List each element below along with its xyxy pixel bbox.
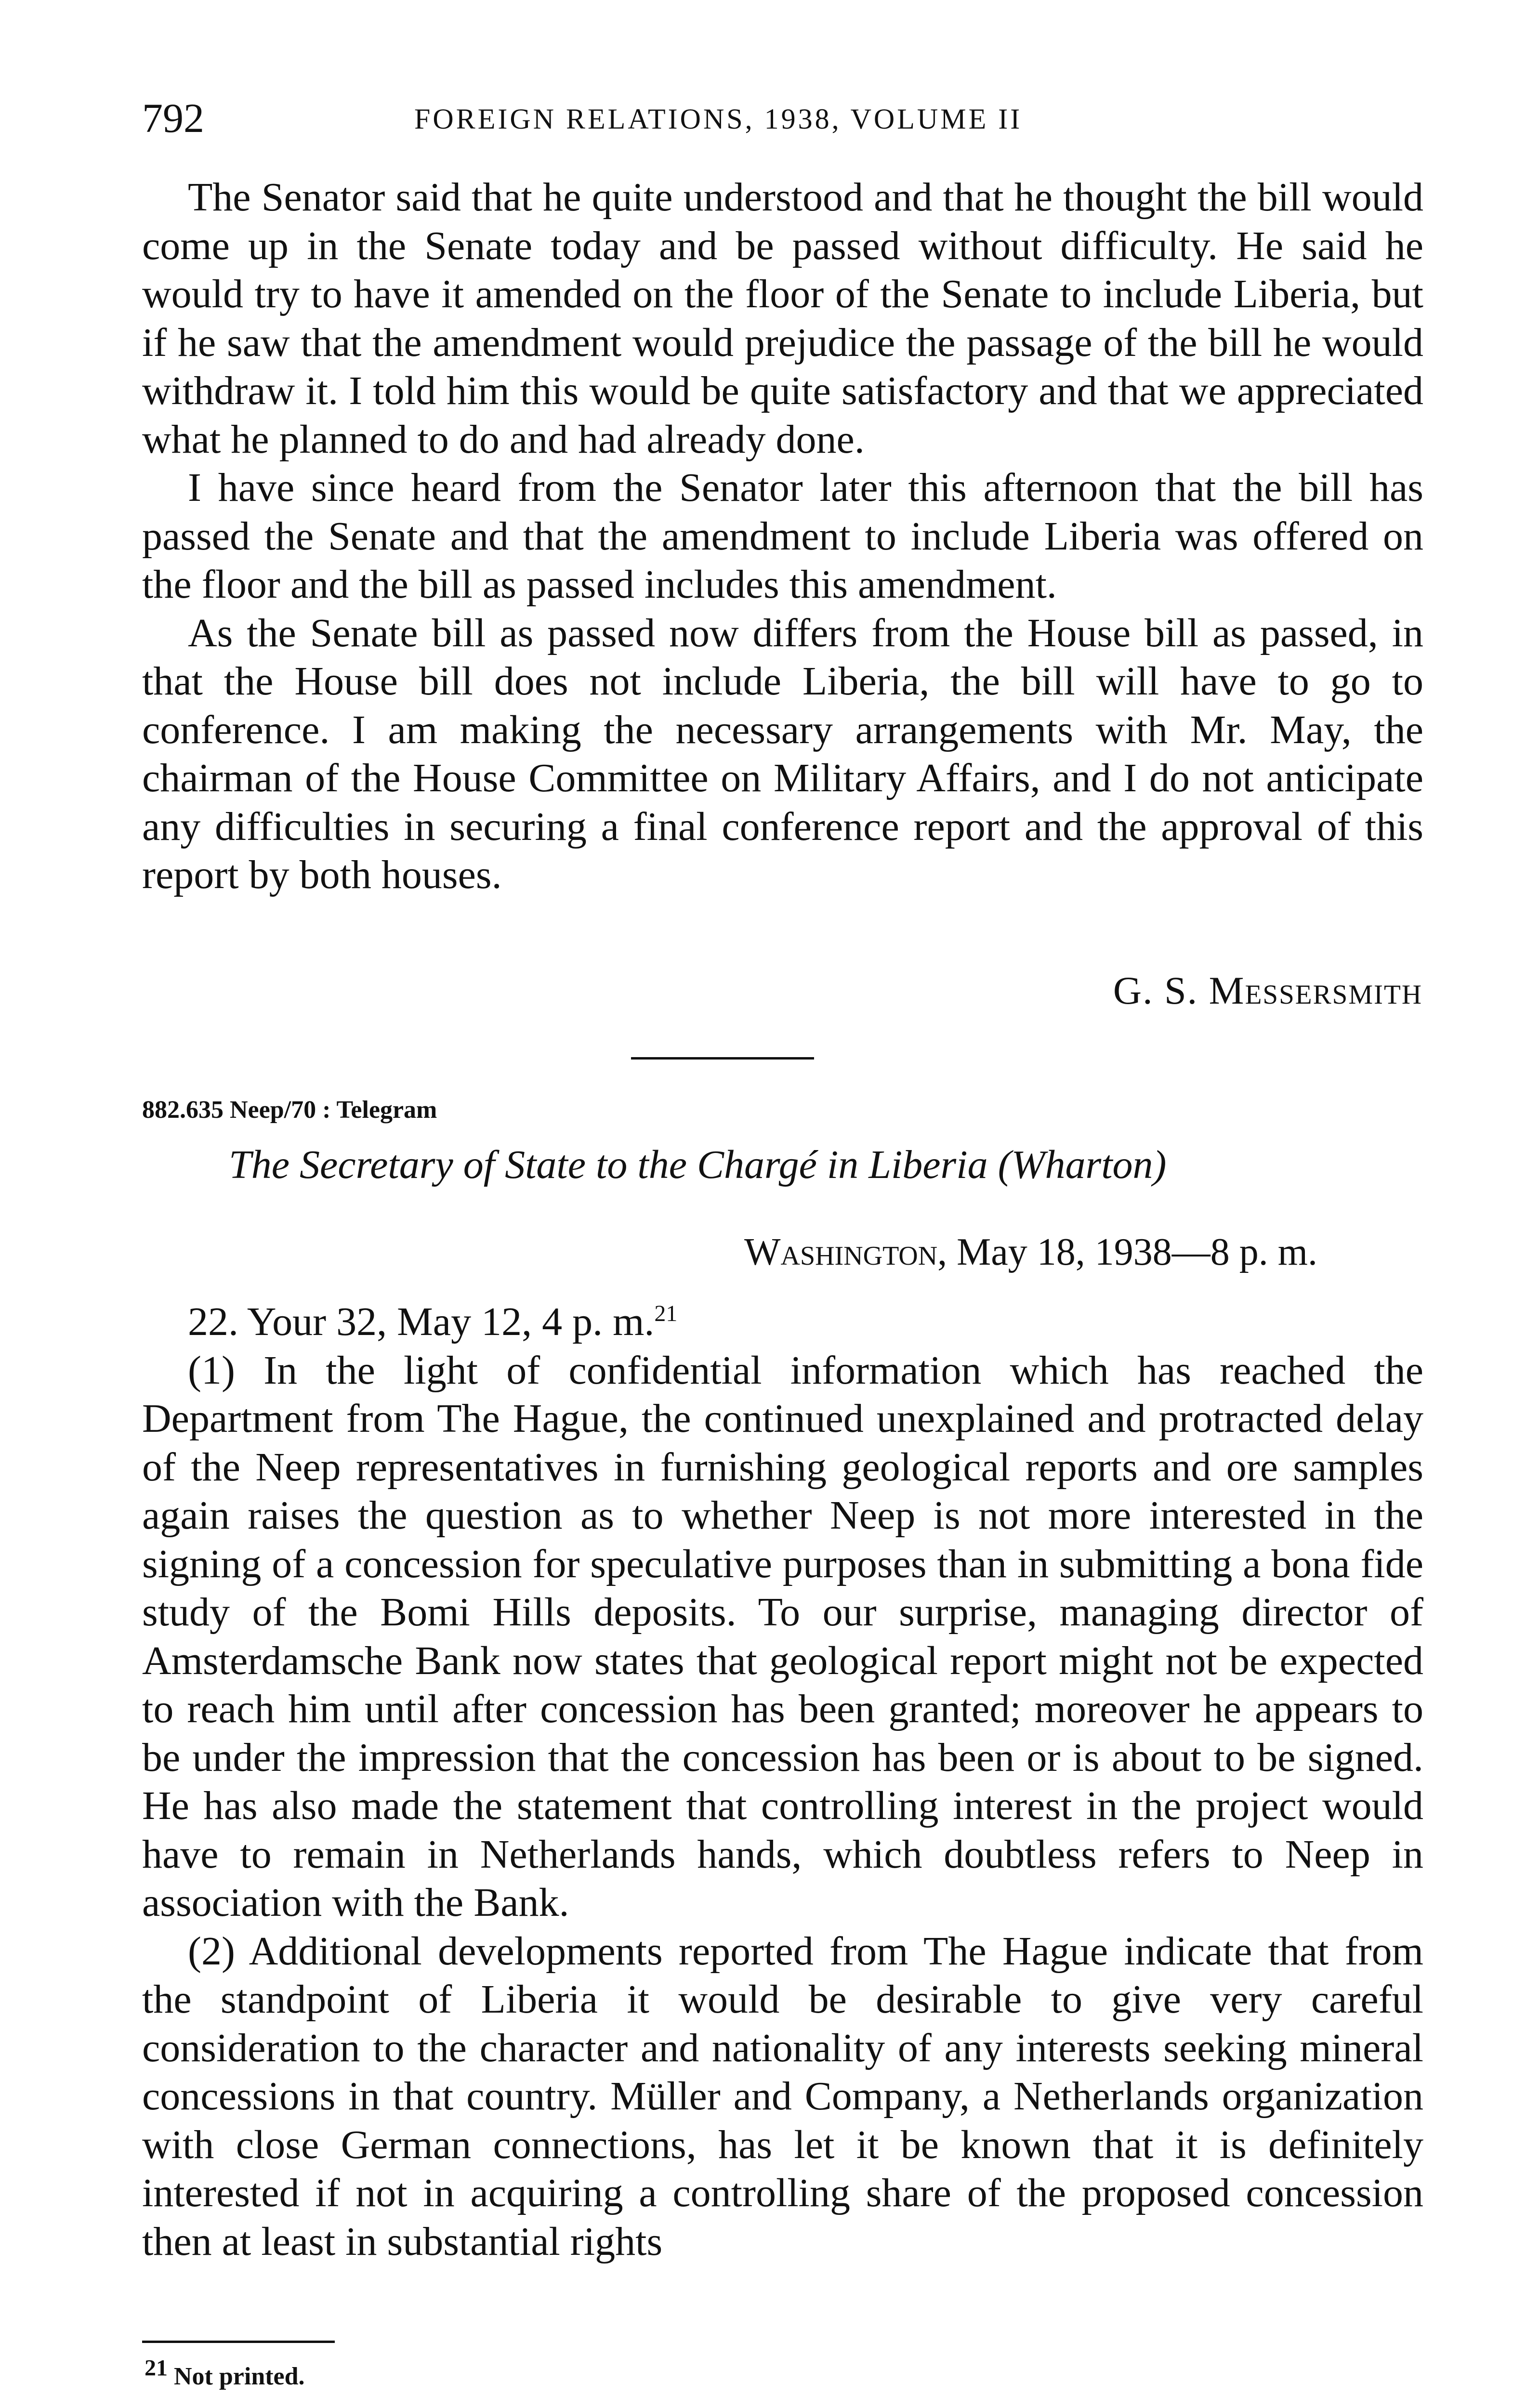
telegram-lead-text: 22. Your 32, May 12, 4 p. m. (188, 1299, 655, 1344)
footnote-marker: 21 (145, 2355, 168, 2381)
paragraph: I have since heard from the Senator later this afternoon that the bill has passed the Senate and that the amendment to include Liberia was offered on the floor and the bill as passed includes this amendment. (142, 465, 1423, 607)
page-header (142, 92, 1423, 144)
running-head: FOREIGN RELATIONS, 1938, VOLUME II (414, 103, 1023, 135)
footnote-divider (142, 2341, 335, 2343)
telegram-body (142, 1298, 1423, 2266)
paragraph: The Senator said that he quite understood and that he thought the bill would come up in the Senate today and be passed without difficulty. He said he would try to have it amended on the floor of the Senate to include Liberia, but if he saw that the amendment would prejudice the passage of the bill he would withdraw it. I told him this would be quite satisfactory and that we appreciated what he planned to do and had already done. (142, 175, 1423, 462)
section-divider (631, 1057, 814, 1060)
document-title: The Secretary of State to the Chargé in Liberia (Wharton) (229, 1142, 1167, 1187)
paragraph: (1) In the light of confidential information which has reached the Department from The Hague, the continued unexplained and protracted delay of the Neep representatives in furnishing geological reports and ore samples again raises the question as to whether Neep is not more interested in the signing of a concession for speculative purposes than in submitting a bona fide study of the Bomi Hills deposits. To our surprise, managing director of Amsterdamsche Bank now states that geological report might not be expected to reach him until after concession has been granted; moreover he appears to be under the impression that the concession has been or is about to be signed. He has also made the statement that controlling interest in the project would have to remain in Netherlands hands, which doubtless refers to Neep in association with the Bank. (142, 1348, 1423, 1925)
footnote-ref: 21 (654, 1301, 678, 1326)
signature: G. S. Messersmith (1113, 968, 1422, 1012)
letter-body (142, 173, 1423, 900)
telegram-lead (142, 1298, 1423, 1347)
dateline-place: Washington (744, 1231, 938, 1273)
page-number: 792 (142, 95, 204, 141)
dateline-date: , May 18, 1938—8 p. m. (937, 1231, 1318, 1273)
file-reference: 882.635 Neep/70 : Telegram (142, 1096, 437, 1124)
footnote-text: Not printed. (174, 2363, 305, 2390)
footnote (145, 2355, 305, 2391)
dateline (744, 1230, 1317, 1274)
paragraph: As the Senate bill as passed now differs from the House bill as passed, in that the House bill does not include Liberia, the bill will have to go to conference. I am making the necessary arrangements with Mr. May, the chairman of the House Committee on Military Affairs, and I do not anticipate any difficulties in securing a final conference report and the approval of this report by both houses. (142, 610, 1423, 897)
paragraph: (2) Additional developments reported from The Hague indicate that from the standpoint of Liberia it would be desirable to give very careful consideration to the character and nationality of any interests seeking mineral concessions in that country. Müller and Company, a Netherlands organization with close German connections, has let it be known that it is definitely interested if not in acquiring a controlling share of the proposed concession then at least in substantial rights (142, 1928, 1423, 2264)
